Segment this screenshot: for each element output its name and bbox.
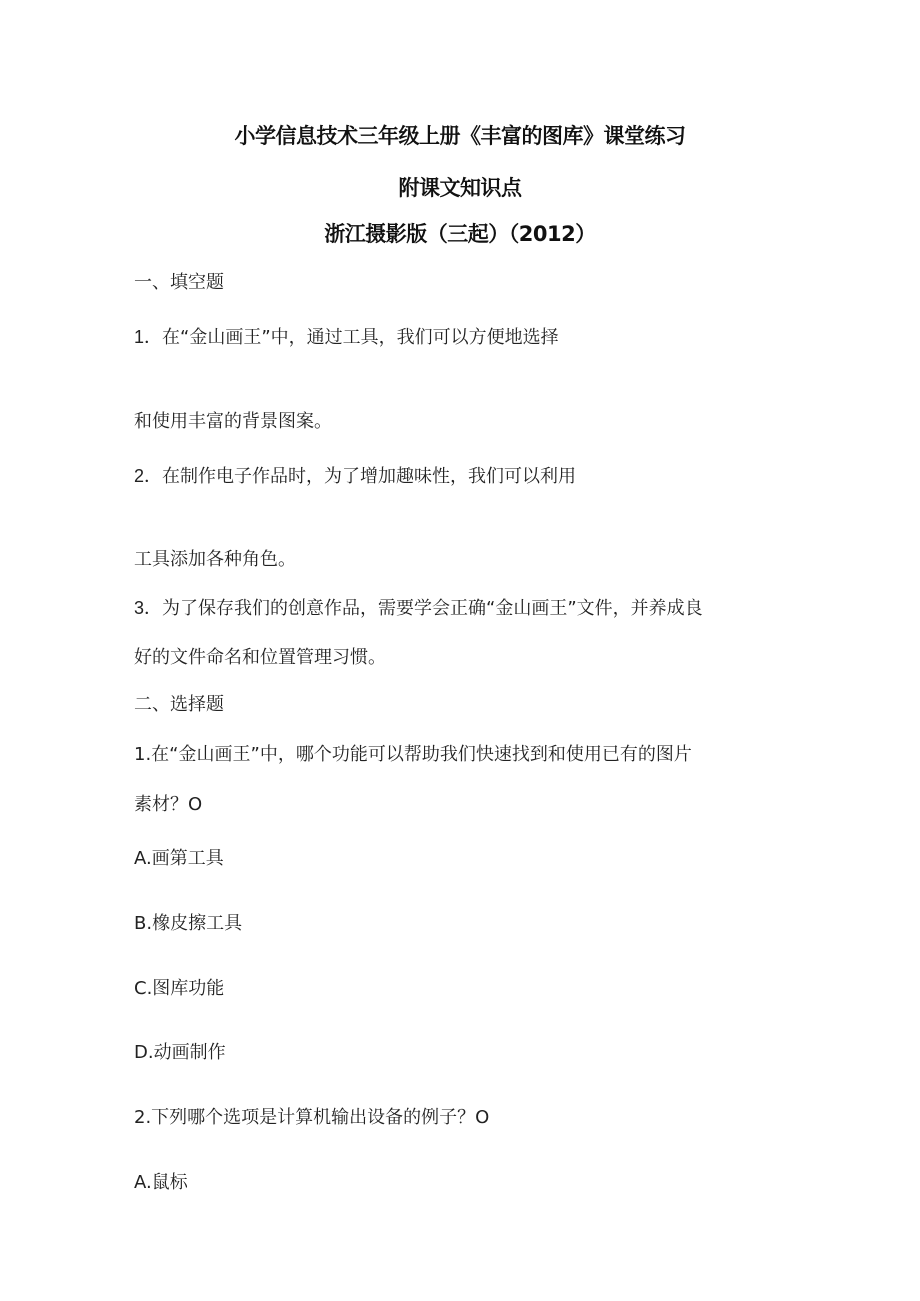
fill-question-2 <box>134 462 576 488</box>
choice-option-a: A.鼠标 <box>134 1172 188 1193</box>
question-text: ．在制作电子作品时，为了增加趣味性，我们可以利用 <box>144 466 577 487</box>
doc-subtitle: 附课文知识点 <box>398 176 522 200</box>
choice-question-1: 1.在“金山画王”中，哪个功能可以帮助我们快速找到和使用已有的图片 <box>134 744 692 765</box>
choice-question-1-cont: 素材？O <box>134 794 203 815</box>
fill-question-1-cont: 和使用丰富的背景图案。 <box>134 411 332 432</box>
fill-question-2-cont: 工具添加各种角色。 <box>134 549 296 570</box>
question-text: ．为了保存我们的创意作品，需要学会正确“金山画王”文件，并养成良 <box>144 598 703 619</box>
fill-question-3-cont: 好的文件命名和位置管理习惯。 <box>134 647 386 668</box>
question-number: 1 <box>134 327 145 347</box>
choice-option-d: D.动画制作 <box>134 1042 226 1063</box>
section-heading-choice: 二、选择题 <box>134 694 224 715</box>
question-text: ．在“金山画王”中，通过工具，我们可以方便地选择 <box>144 327 559 348</box>
section-heading-fill-blank: 一、填空题 <box>134 272 224 293</box>
choice-question-2: 2.下列哪个选项是计算机输出设备的例子？O <box>134 1107 490 1128</box>
choice-option-b: B.橡皮擦工具 <box>134 913 243 934</box>
doc-title: 小学信息技术三年级上册《丰富的图库》课堂练习 <box>234 124 686 148</box>
doc-edition: 浙江摄影版（三起）（2012） <box>324 222 596 246</box>
question-number: 2 <box>134 466 145 486</box>
fill-question-1 <box>134 323 559 349</box>
question-number: 3 <box>134 598 145 618</box>
fill-question-3 <box>134 594 703 620</box>
choice-option-c: C.图库功能 <box>134 978 225 999</box>
choice-option-a: A.画第工具 <box>134 848 224 869</box>
